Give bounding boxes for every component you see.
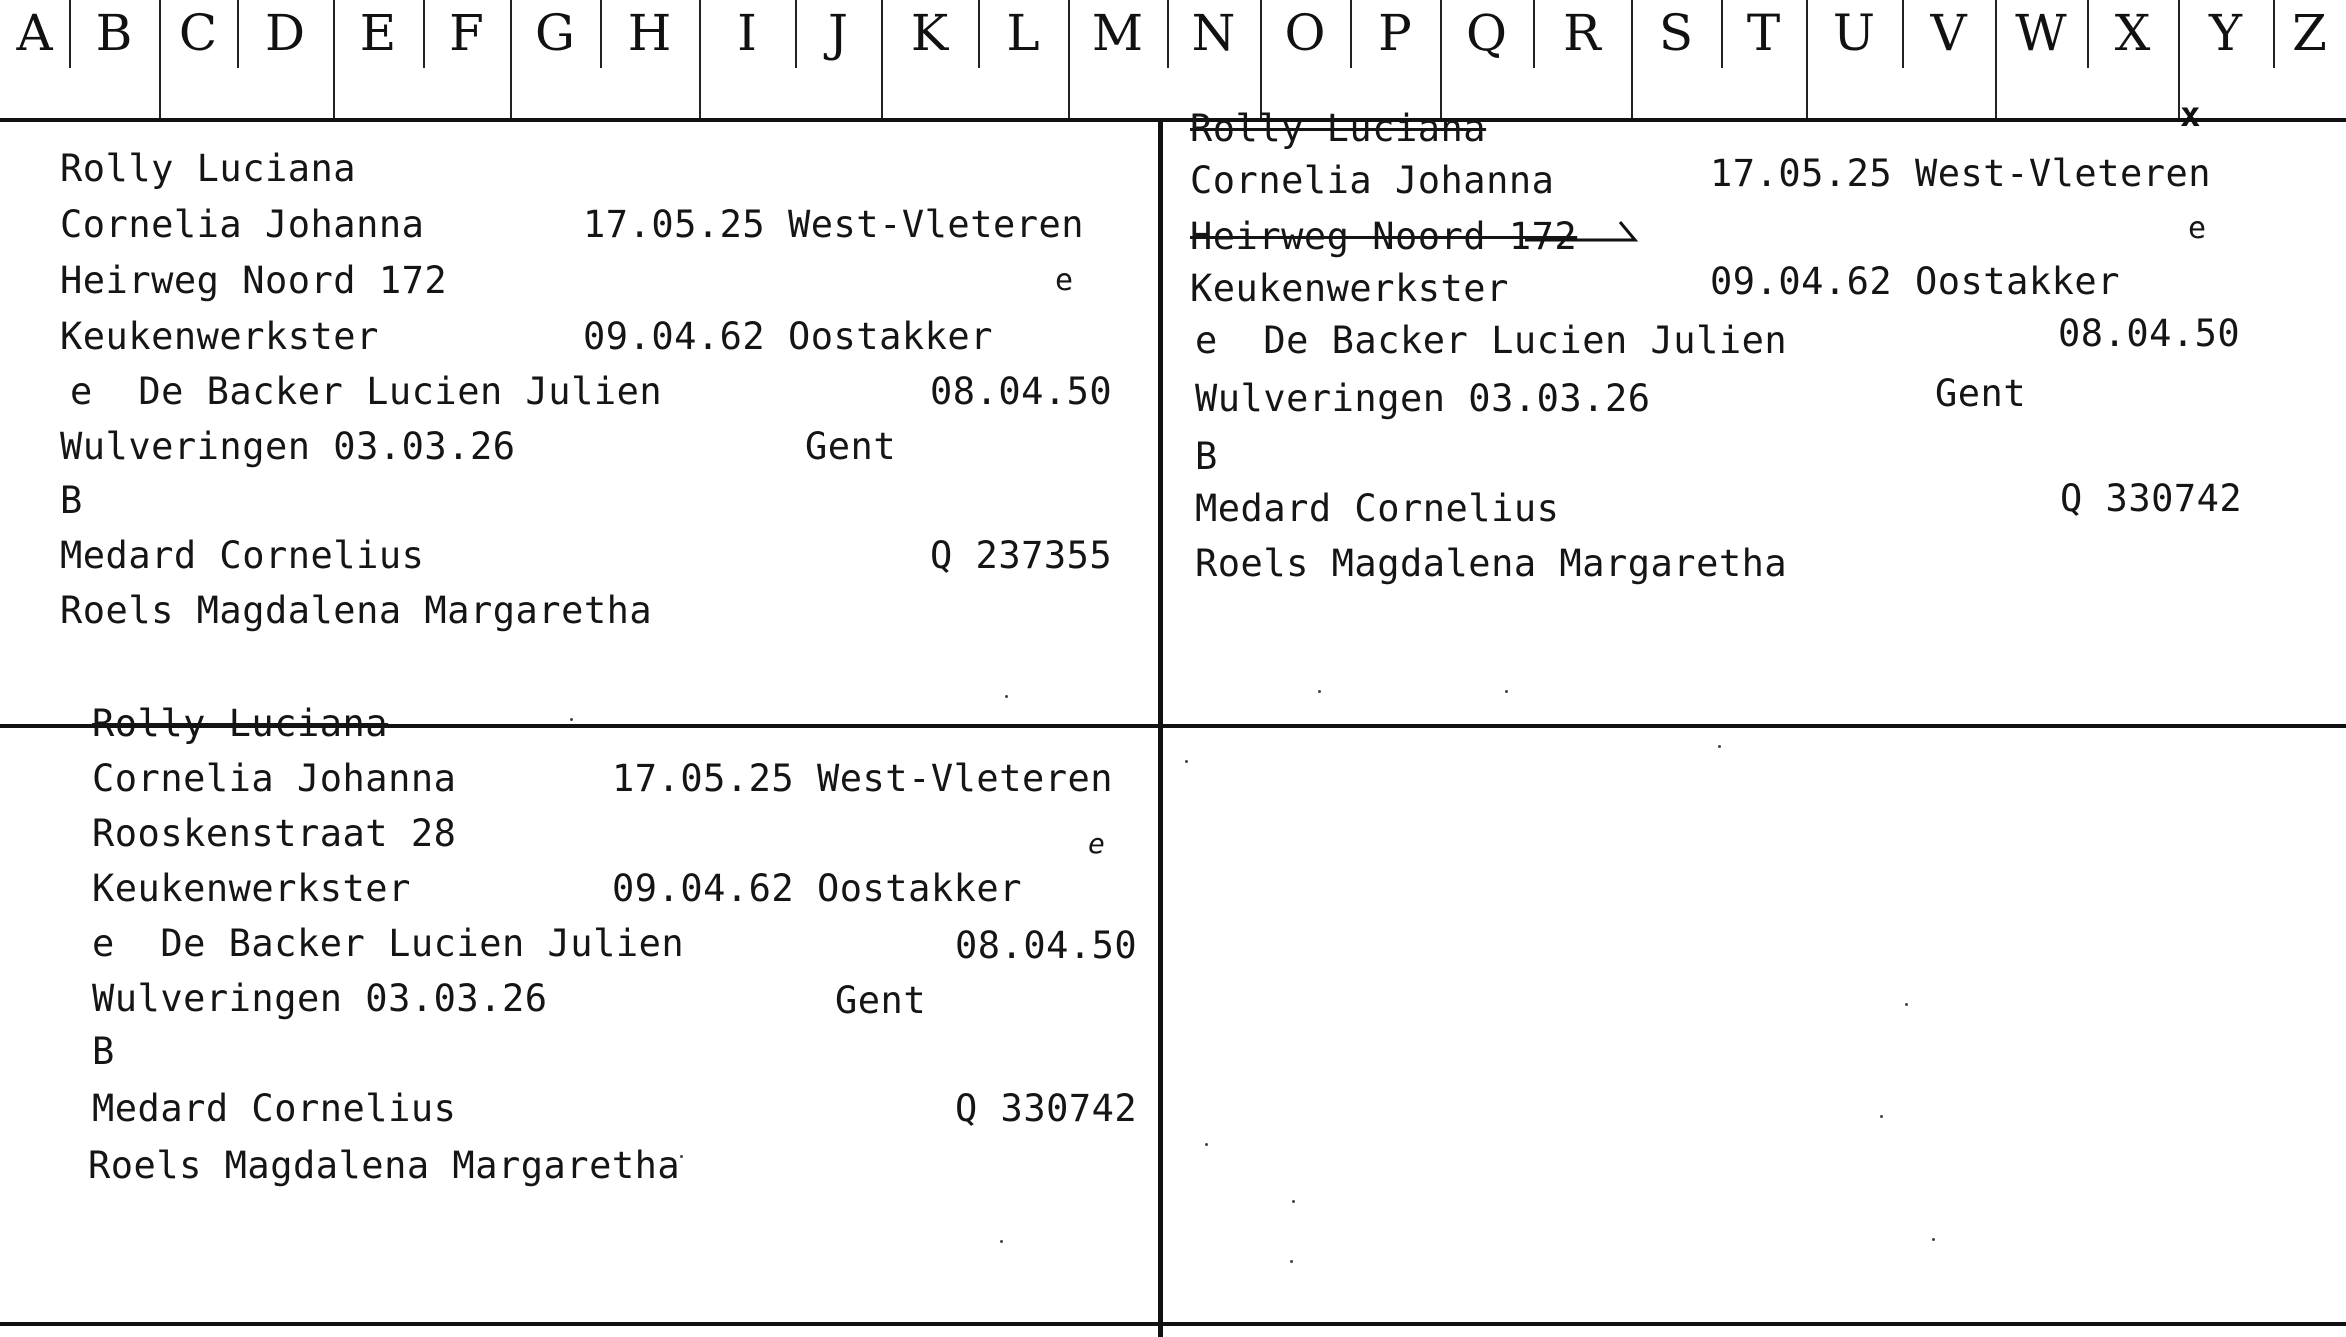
- card-spouse-birth: Wulveringen 03.03.26: [1195, 377, 1651, 420]
- index-letter-s: S: [1658, 4, 1694, 62]
- index-separator: [881, 0, 883, 118]
- index-separator: [237, 0, 239, 68]
- index-separator: [2273, 0, 2275, 68]
- index-letter-e: E: [359, 4, 397, 62]
- card-occupation: Keukenwerkster: [60, 315, 379, 358]
- index-separator: [1440, 0, 1442, 118]
- card-occupation: Keukenwerkster: [1190, 267, 1509, 310]
- index-letter-a: A: [16, 4, 53, 62]
- card-given-names: Cornelia Johanna: [92, 757, 457, 800]
- card-reference-number: Q 237355: [930, 534, 1113, 577]
- card-marriage-place: Gent: [1935, 372, 2027, 415]
- card-occupation-date-place: 09.04.62 Oostakker: [612, 867, 1022, 910]
- index-separator: [1721, 0, 1723, 68]
- card-spouse-birth: Wulveringen 03.03.26: [60, 425, 516, 468]
- index-letter-p: P: [1378, 4, 1412, 62]
- card-mother: Roels Magdalena Margaretha: [60, 589, 653, 632]
- card-mother: Roels Magdalena Margaretha: [1195, 542, 1788, 585]
- card-status-letter: B: [92, 1030, 115, 1073]
- index-separator: [510, 0, 512, 118]
- index-separator: [1260, 0, 1262, 118]
- index-separator: [1533, 0, 1535, 68]
- index-separator: [1350, 0, 1352, 68]
- index-separator: [423, 0, 425, 68]
- card-name-surname: Rolly Luciana: [60, 147, 357, 190]
- card-address-struck: Heirweg Noord 172: [1190, 215, 1578, 258]
- card-spouse: e De Backer Lucien Julien: [1195, 319, 1788, 362]
- card-occupation-date-place: 09.04.62 Oostakker: [583, 315, 993, 358]
- index-letter-y: Y: [2208, 4, 2242, 62]
- card-occupation: Keukenwerkster: [92, 867, 411, 910]
- card-reference-number: Q 330742: [2060, 477, 2243, 520]
- cross-mark: x: [2180, 95, 2201, 135]
- card-note-letter: e: [2188, 211, 2207, 246]
- index-separator: [1068, 0, 1070, 118]
- card-birth-date-place: 17.05.25 West-Vleteren: [583, 203, 1085, 246]
- index-separator: [1902, 0, 1904, 68]
- index-separator: [333, 0, 335, 118]
- card-note-letter: e: [1055, 263, 1074, 298]
- index-separator: [795, 0, 797, 68]
- card-marriage-date: 08.04.50: [2058, 312, 2241, 355]
- card-name-surname-struck: Rolly Luciana: [1190, 107, 1487, 150]
- card-spouse: e De Backer Lucien Julien: [70, 370, 663, 413]
- index-letter-c: C: [178, 4, 218, 62]
- index-separator: [69, 0, 71, 68]
- card-status-letter: B: [60, 479, 83, 522]
- index-letter-n: N: [1191, 4, 1236, 62]
- index-separator: [978, 0, 980, 68]
- index-separator: [1995, 0, 1997, 118]
- index-separator: [1806, 0, 1808, 118]
- index-letter-m: M: [1091, 4, 1144, 62]
- card-marriage-date: 08.04.50: [930, 370, 1113, 413]
- index-separator: [1631, 0, 1633, 118]
- index-letter-q: Q: [1466, 4, 1507, 62]
- index-letter-o: O: [1284, 4, 1326, 62]
- card-name-surname-struck: Rolly Luciana: [92, 702, 389, 745]
- card-spouse: e De Backer Lucien Julien: [92, 922, 685, 965]
- index-letter-w: W: [2015, 4, 2067, 62]
- card-birth-date-place: 17.05.25 West-Vleteren: [612, 757, 1114, 800]
- horizontal-divider-bottom: [0, 1322, 2346, 1326]
- index-letter-i: I: [737, 4, 757, 62]
- card-spouse-birth: Wulveringen 03.03.26: [92, 977, 548, 1020]
- card-father: Medard Cornelius: [92, 1087, 457, 1130]
- card-note-letter: e: [1088, 827, 1106, 860]
- index-letter-g: G: [535, 4, 575, 62]
- card-marriage-place: Gent: [835, 979, 927, 1022]
- index-letter-f: F: [449, 4, 484, 62]
- index-separator: [699, 0, 701, 118]
- card-address: Heirweg Noord 172: [60, 259, 448, 302]
- index-letter-j: J: [827, 4, 849, 62]
- card-occupation-date-place: 09.04.62 Oostakker: [1710, 260, 2120, 303]
- card-address: Rooskenstraat 28: [92, 812, 457, 855]
- card-father: Medard Cornelius: [1195, 487, 1560, 530]
- index-letter-z: Z: [2292, 4, 2327, 62]
- index-letter-b: B: [95, 4, 133, 62]
- index-letter-u: U: [1832, 4, 1876, 62]
- insertion-arrow-icon: [1525, 218, 1665, 258]
- card-father: Medard Cornelius: [60, 534, 425, 577]
- index-letter-k: K: [910, 4, 949, 62]
- card-marriage-date: 08.04.50: [955, 924, 1138, 967]
- card-reference-number: Q 330742: [955, 1087, 1138, 1130]
- card-birth-date-place: 17.05.25 West-Vleteren: [1710, 152, 2212, 195]
- index-letter-r: R: [1563, 4, 1601, 62]
- card-given-names: Cornelia Johanna: [60, 203, 425, 246]
- index-letter-l: L: [1006, 4, 1040, 62]
- index-letter-t: T: [1746, 4, 1781, 62]
- index-letter-v: V: [1930, 4, 1967, 62]
- index-separator: [1167, 0, 1169, 68]
- index-separator: [600, 0, 602, 68]
- index-letter-d: D: [264, 4, 306, 62]
- index-separator: [2087, 0, 2089, 68]
- card-mother: Roels Magdalena Margaretha: [88, 1144, 681, 1187]
- card-given-names: Cornelia Johanna: [1190, 159, 1555, 202]
- alphabet-index-strip: [0, 0, 2346, 122]
- index-separator: [159, 0, 161, 118]
- card-status-letter: B: [1195, 435, 1218, 478]
- index-letter-x: X: [2114, 4, 2151, 62]
- index-letter-h: H: [627, 4, 672, 62]
- card-marriage-place: Gent: [805, 425, 897, 468]
